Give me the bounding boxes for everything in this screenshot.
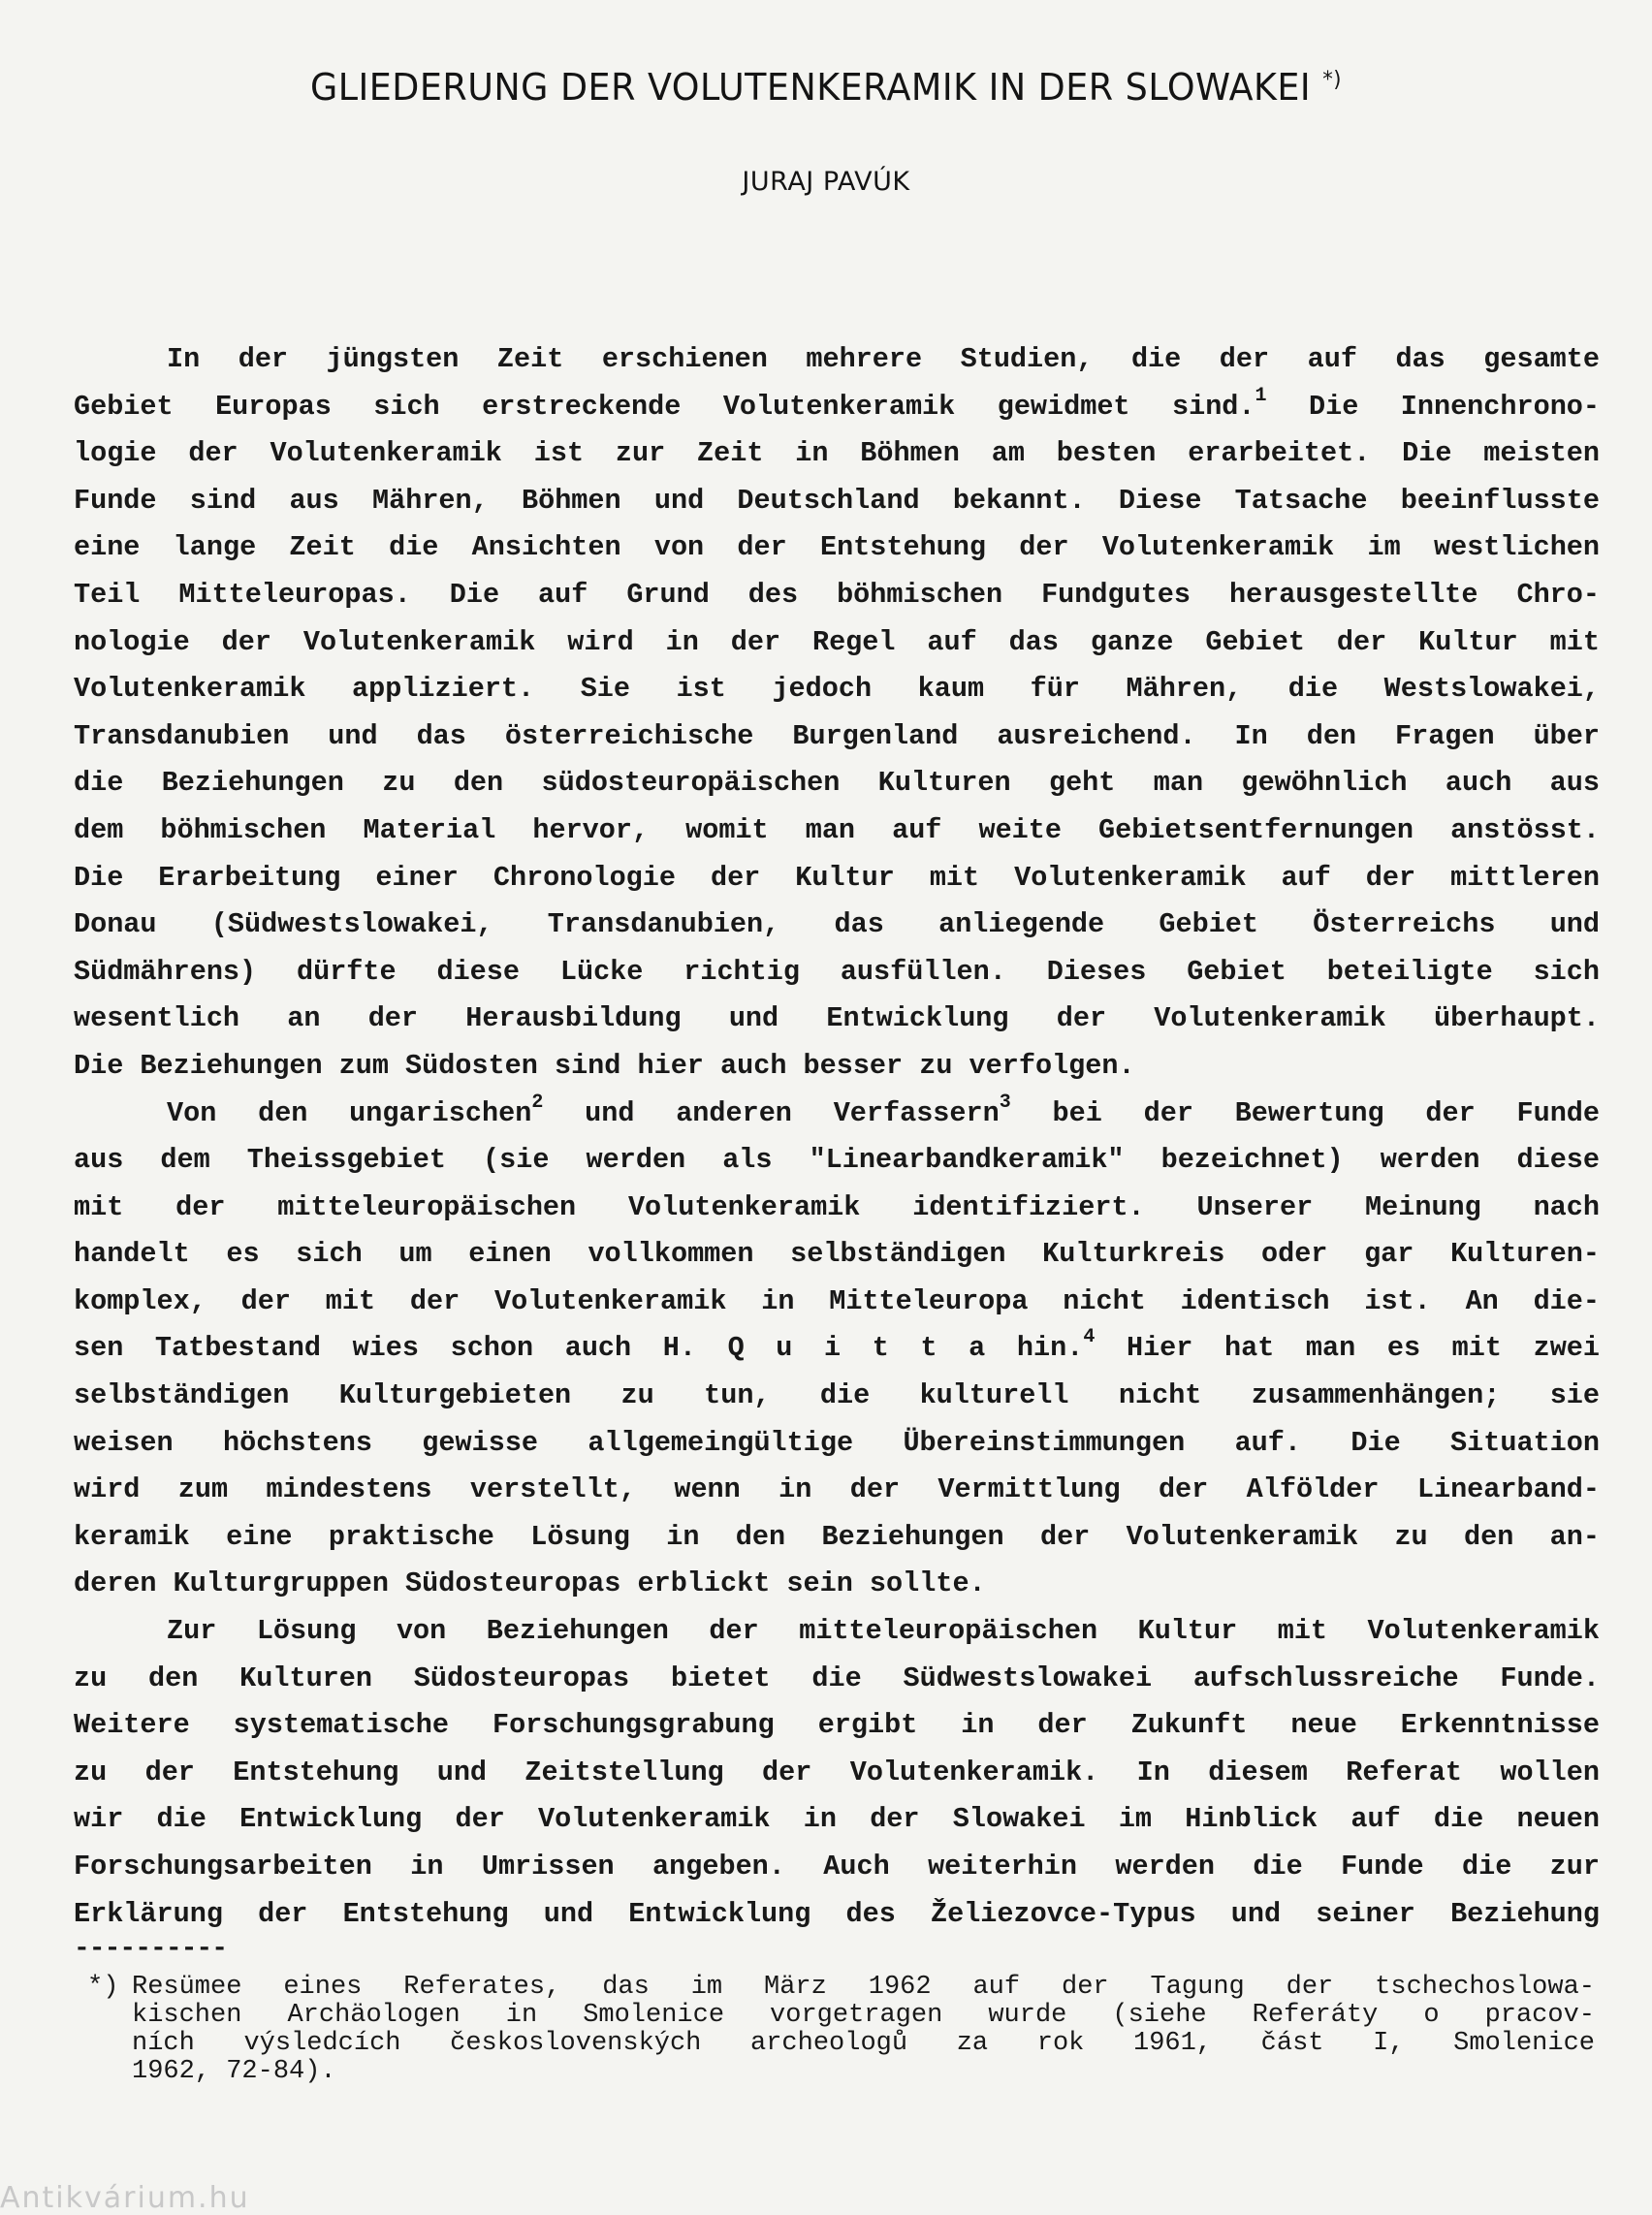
text-line: keramik eine praktische Lösung in den Beziehungen der Volutenkeramik zu den an- — [74, 1520, 1600, 1553]
text-line: Forschungsarbeiten in Umrissen angeben. Auch weiterhin werden die Funde die zur — [74, 1851, 1600, 1883]
text-line: weisen höchstens gewisse allgemeingültige Übereinstimmungen auf. Die Situation — [74, 1426, 1600, 1459]
footnote-line: Resümee eines Referates, das im März 1962 auf der Tagung der tschechoslowa- — [132, 1973, 1595, 2002]
text-line: zu der Entstehung und Zeitstellung der Volutenkeramik. In diesem Referat wollen — [74, 1756, 1600, 1788]
text-line: eine lange Zeit die Ansichten von der Entstehung der Volutenkeramik im westlichen — [74, 531, 1600, 564]
text-line: sen Tatbestand wies schon auch H. Q u i t t a hin.$^4$ Hier hat man es mit zwei — [74, 1326, 1601, 1365]
text-line: Gebiet Europas sich erstreckende Volutenkeramik gewidmet sind.$^1$ Die Innenchrono- — [74, 384, 1600, 423]
text-line: deren Kulturgruppen Südosteuropas erblickt sein sollte. — [74, 1567, 986, 1600]
text-line: die Beziehungen zu den südosteuropäischen Kulturen geht man gewöhnlich auch aus — [74, 767, 1600, 800]
footnote-ref: 4 — [1083, 1326, 1096, 1349]
text-line: Die Beziehungen zum Südosten sind hier auch besser zu verfolgen. — [74, 1049, 1135, 1082]
text-line: Donau (Südwestslowakei, Transdanubien, das anliegende Gebiet Österreichs und — [74, 908, 1600, 941]
text-line: Die Erarbeitung einer Chronologie der Kultur mit Volutenkeramik auf der mittleren — [74, 861, 1600, 894]
text-line: Weitere systematische Forschungsgrabung ergibt in der Zukunft neue Erkenntnisse — [74, 1709, 1600, 1742]
footnote — [87, 1974, 1595, 2086]
watermark: Antikvárium.hu — [0, 2181, 250, 2215]
text-line: Funde sind aus Mähren, Böhmen und Deutschland bekannt. Diese Tatsache beeinflusste — [74, 484, 1600, 517]
text-line: logie der Volutenkeramik ist zur Zeit in Böhmen am besten erarbeitet. Die meisten — [74, 437, 1600, 470]
text-line: wesentlich an der Herausbildung und Entwicklung der Volutenkeramik überhaupt. — [74, 1002, 1600, 1035]
footnote-line: 1962, 72-84). — [132, 2057, 336, 2086]
footnote-ref: 3 — [999, 1091, 1011, 1114]
text-line: wir die Entwicklung der Volutenkeramik in der Slowakei im Hinblick auf die neuen — [74, 1803, 1600, 1836]
text-line: Erklärung der Entstehung und Entwicklung des Želiezovce-Typus und seiner Beziehung — [74, 1897, 1600, 1930]
text-line: Von den ungarischen$^2$ und anderen Verfassern$^3$ bei der Bewertung der Funde — [167, 1091, 1601, 1129]
footnote-mark: *) — [87, 1973, 119, 2002]
text-line: In der jüngsten Zeit erschienen mehrere Studien, die der auf das gesamte — [167, 343, 1600, 375]
text-line: Teil Mitteleuropas. Die auf Grund des böhmischen Fundgutes herausgestellte Chro- — [74, 578, 1600, 611]
text-line: mit der mitteleuropäischen Volutenkeramik identifiziert. Unserer Meinung nach — [74, 1190, 1600, 1223]
text-line: Südmährens) dürfte diese Lücke richtig ausfüllen. Dieses Gebiet beteiligte sich — [74, 955, 1600, 988]
footnote-text — [132, 1974, 1595, 2086]
text-line: dem böhmischen Material hervor, womit man auf weite Gebietsentfernungen anstösst. — [74, 813, 1600, 846]
footnote-line: kischen Archäologen in Smolenice vorgetragen wurde (siehe Referáty o pracov- — [132, 2001, 1595, 2030]
text-line: komplex, der mit der Volutenkeramik in Mitteleuropa nicht identisch ist. An die- — [74, 1284, 1600, 1317]
footnote-line: ních výsledcích československých archeologů za rok 1961, část I, Smolenice — [132, 2029, 1595, 2058]
text-line: wird zum mindestens verstellt, wenn in der Vermittlung der Alfölder Linearband- — [74, 1473, 1600, 1506]
page-title — [33, 66, 1619, 109]
title-text: GLIEDERUNG DER VOLUTENKERAMIK IN DER SLOWAKEI — [309, 66, 1312, 109]
author-name: JURAJ PAVÚK — [742, 167, 910, 197]
text-line: nologie der Volutenkeramik wird in der Regel auf das ganze Gebiet der Kultur mit — [74, 625, 1600, 658]
text-line: handelt es sich um einen vollkommen selbständigen Kulturkreis oder gar Kulturen- — [74, 1238, 1600, 1271]
text-line: aus dem Theissgebiet (sie werden als "Linearbandkeramik" bezeichnet) werden diese — [74, 1144, 1600, 1177]
text-line: selbständigen Kulturgebieten zu tun, die kulturell nicht zusammenhängen; sie — [74, 1379, 1600, 1412]
title-footnote-mark: *) — [1322, 68, 1343, 92]
footnote-ref: 2 — [531, 1091, 544, 1114]
text-line: Volutenkeramik appliziert. Sie ist jedoch kaum für Mähren, die Westslowakei, — [74, 673, 1600, 706]
footnote-separator: ---------- — [74, 1934, 228, 1964]
text-line: zu den Kulturen Südosteuropas bietet die Südwestslowakei aufschlussreiche Funde. — [74, 1661, 1600, 1694]
body-text — [74, 336, 1600, 1938]
text-line: Zur Lösung von Beziehungen der mitteleuropäischen Kultur mit Volutenkeramik — [167, 1615, 1600, 1648]
text-line: Transdanubien und das österreichische Burgenland ausreichend. In den Fragen über — [74, 719, 1600, 752]
footnote-ref: 1 — [1255, 384, 1267, 407]
